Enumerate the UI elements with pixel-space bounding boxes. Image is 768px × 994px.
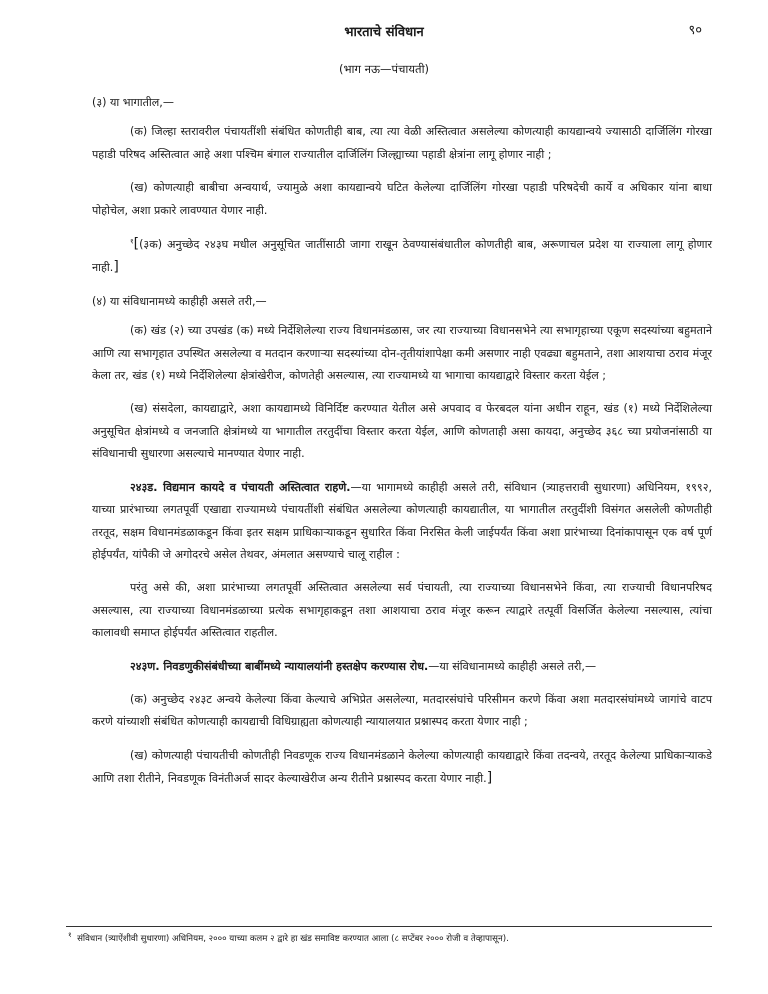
footnote-marker: १: [68, 931, 72, 940]
page-number: ९०: [688, 23, 702, 38]
document-body: [92, 92, 712, 802]
footnote-text: संविधान (त्र्याऐंशीवी सुधारणा) अधिनियम, २००० याच्या कलम २ द्वारे हा खंड समाविष्ट करण्यात आला (८ सप्टेंबर २००० रोजी व तेव्हापासून).: [77, 934, 509, 944]
amendment-open-bracket: [: [133, 236, 140, 253]
clause-3a-text: (३क) अनुच्छेद २४३घ मधील अनुसूचित जातींसाठी जागा राखून ठेवण्यासंबंधातील कोणतीही बाब, अरूणाचल प्रदेश या राज्याला लागू होणार नाही.: [92, 238, 712, 275]
part-subtitle: (भाग नऊ—पंचायती): [338, 62, 430, 76]
article-243zg-a: (क) अनुच्छेद २४३ट अन्वये केलेल्या किंवा केल्याचे अभिप्रेत असलेल्या, मतदारसंघांचे परिसीमन करणे किंवा अशा मतदारसंघांमध्ये जागांचे वाटप करणे यांच्याशी संबंधित कोणत्याही कायद्याची विधिग्राह्यता कोणत्याही न्यायालयात प्रश्नास्पद करता येणार नाही ;: [92, 692, 712, 729]
clause-3-intro: (३) या भागातील,—: [92, 96, 174, 109]
clause-3-a: (क) जिल्हा स्तरावरील पंचायतींशी संबंधित कोणतीही बाब, त्या त्या वेळी अस्तित्वात असलेल्या कोणत्याही कायद्यान्वये ज्यासाठी दार्जिलिंग गोरखा पहाडी परिषद अस्तित्वात आहे अशा पश्चिम बंगाल राज्यातील दार्जिलिंग जिल्ह्याच्या पहाडी क्षेत्रांना लागू होणार नाही ;: [92, 125, 712, 161]
article-243zf-heading: २४३ड. विद्यमान कायदे व पंचायती अस्तित्वात राहणे.: [130, 480, 351, 494]
amendment-close-bracket-2: ]: [486, 770, 493, 787]
article-243zf-proviso: परंतु असे की, अशा प्रारंभाच्या लगतपूर्वी अस्तित्वात असलेल्या सर्व पंचायती, त्या राज्याच्या विधानसभेने किंवा, त्या राज्याची विधानपरिषद असल्यास, त्या राज्याच्या विधानमंडळाच्या प्रत्येक सभागृहाकडून तशा आशयाचा ठराव मंजूर करून त्याद्वारे तत्पूर्वी विसर्जित केलेल्या नसल्यास, त्यांचा कालावधी समाप्त होईपर्यंत अस्तित्वात राहतील.: [92, 581, 712, 640]
article-243zg-b-text: (ख) कोणत्याही पंचायतीची कोणतीही निवडणूक राज्य विधानमंडळाने केलेल्या कोणत्याही कायद्याद्वारे किंवा तदन्वये, तरतूद केलेल्या प्राधिकाऱ्याकडे आणि तशा रीतीने, निवडणूक विनंतीअर्ज सादर केल्याखेरीज अन्य रीतीने प्रश्नास्पद करता येणार नाही.: [92, 748, 712, 786]
footnote-divider: [66, 926, 712, 927]
clause-3a-amendment: [92, 233, 712, 280]
clause-3-b: (ख) कोणत्याही बाबीचा अन्वयार्थ, ज्यामुळे अशा कायद्यान्वये घटित केलेल्या दार्जिलिंग गोरखा पहाडी परिषदेची कार्ये व अधिकार यांना बाधा पोहोचेल, अशा प्रकारे लावण्यात येणार नाही.: [92, 181, 712, 217]
article-243zg-heading: २४३ण. निवडणुकीसंबंधीच्या बाबींमध्ये न्यायालयांनी हस्तक्षेप करण्यास रोध.: [130, 659, 429, 673]
page-title: भारताचे संविधान: [344, 25, 424, 40]
clause-4-a: (क) खंड (२) च्या उपखंड (क) मध्ये निर्देशिलेल्या राज्य विधानमंडळास, जर त्या राज्याच्या विधानसभेने त्या सभागृहाच्या एकूण सदस्यांच्या बहुमताने आणि त्या सभागृहात उपस्थित असलेल्या व मतदान करणाऱ्या सदस्यांच्या दोन-तृतीयांशापेक्षा कमी असणार नाही एवढ्या बहुमताने, तशा आशयाचा ठराव मंजूर केला तर, खंड (१) मध्ये निर्देशिलेल्या क्षेत्रांखेरीज, कोणतेही असल्यास, त्या राज्यामध्ये या भागाचा कायद्याद्वारे विस्तार करता येईल ;: [92, 324, 712, 383]
clause-4-intro: (४) या संविधानामध्ये काहीही असले तरी,—: [92, 294, 267, 308]
footnote-reference[interactable]: १: [130, 237, 134, 246]
clause-4-b: (ख) संसदेला, कायद्याद्वारे, अशा कायद्यामध्ये विनिर्दिष्ट करण्यात येतील असे अपवाद व फेरबदल यांना अधीन राहून, खंड (१) मध्ये निर्देशिलेल्या अनुसूचित क्षेत्रांमध्ये व जनजाति क्षेत्रांमध्ये या भागातील तरतुदींचा विस्तार करता येईल, आणि कोणताही असा कायदा, अनुच्छेद ३६८ च्या प्रयोजनांसाठी या संविधानाची सुधारणा असल्याचे मानण्यात येणार नाही.: [92, 402, 712, 461]
article-243zg-b: [92, 745, 712, 791]
article-243zf: [92, 477, 712, 567]
article-243zg: [92, 656, 712, 678]
article-243zg-body: —या संविधानामध्ये काहीही असले तरी,—: [428, 659, 597, 673]
amendment-close-bracket: ]: [113, 259, 119, 276]
article-243zf-body: —या भागामध्ये काहीही असले तरी, संविधान (त्र्याहत्तरावी सुधारणा) अधिनियम, १९९२, याच्या प्रारंभाच्या लगतपूर्वी एखाद्या राज्यामध्ये पंचायतींशी संबंधित असलेल्या कोणत्याही कायद्यातील, या भागातील तरतुदींशी विसंगत असलेली कोणतीही तरतूद, सक्षम विधानमंडळाकडून किंवा इतर सक्षम प्राधिकाऱ्याकडून सुधारित किंवा निरसित केली जाईपर्यंत किंवा अशा प्रारंभाच्या दिनांकापासून एक वर्ष पूर्ण होईपर्यंत, यांपैकी जे अगोदरचे असेल तेथवर, अंमलात असण्याचे चालू राहील :: [92, 480, 712, 561]
footnote: [68, 933, 714, 945]
